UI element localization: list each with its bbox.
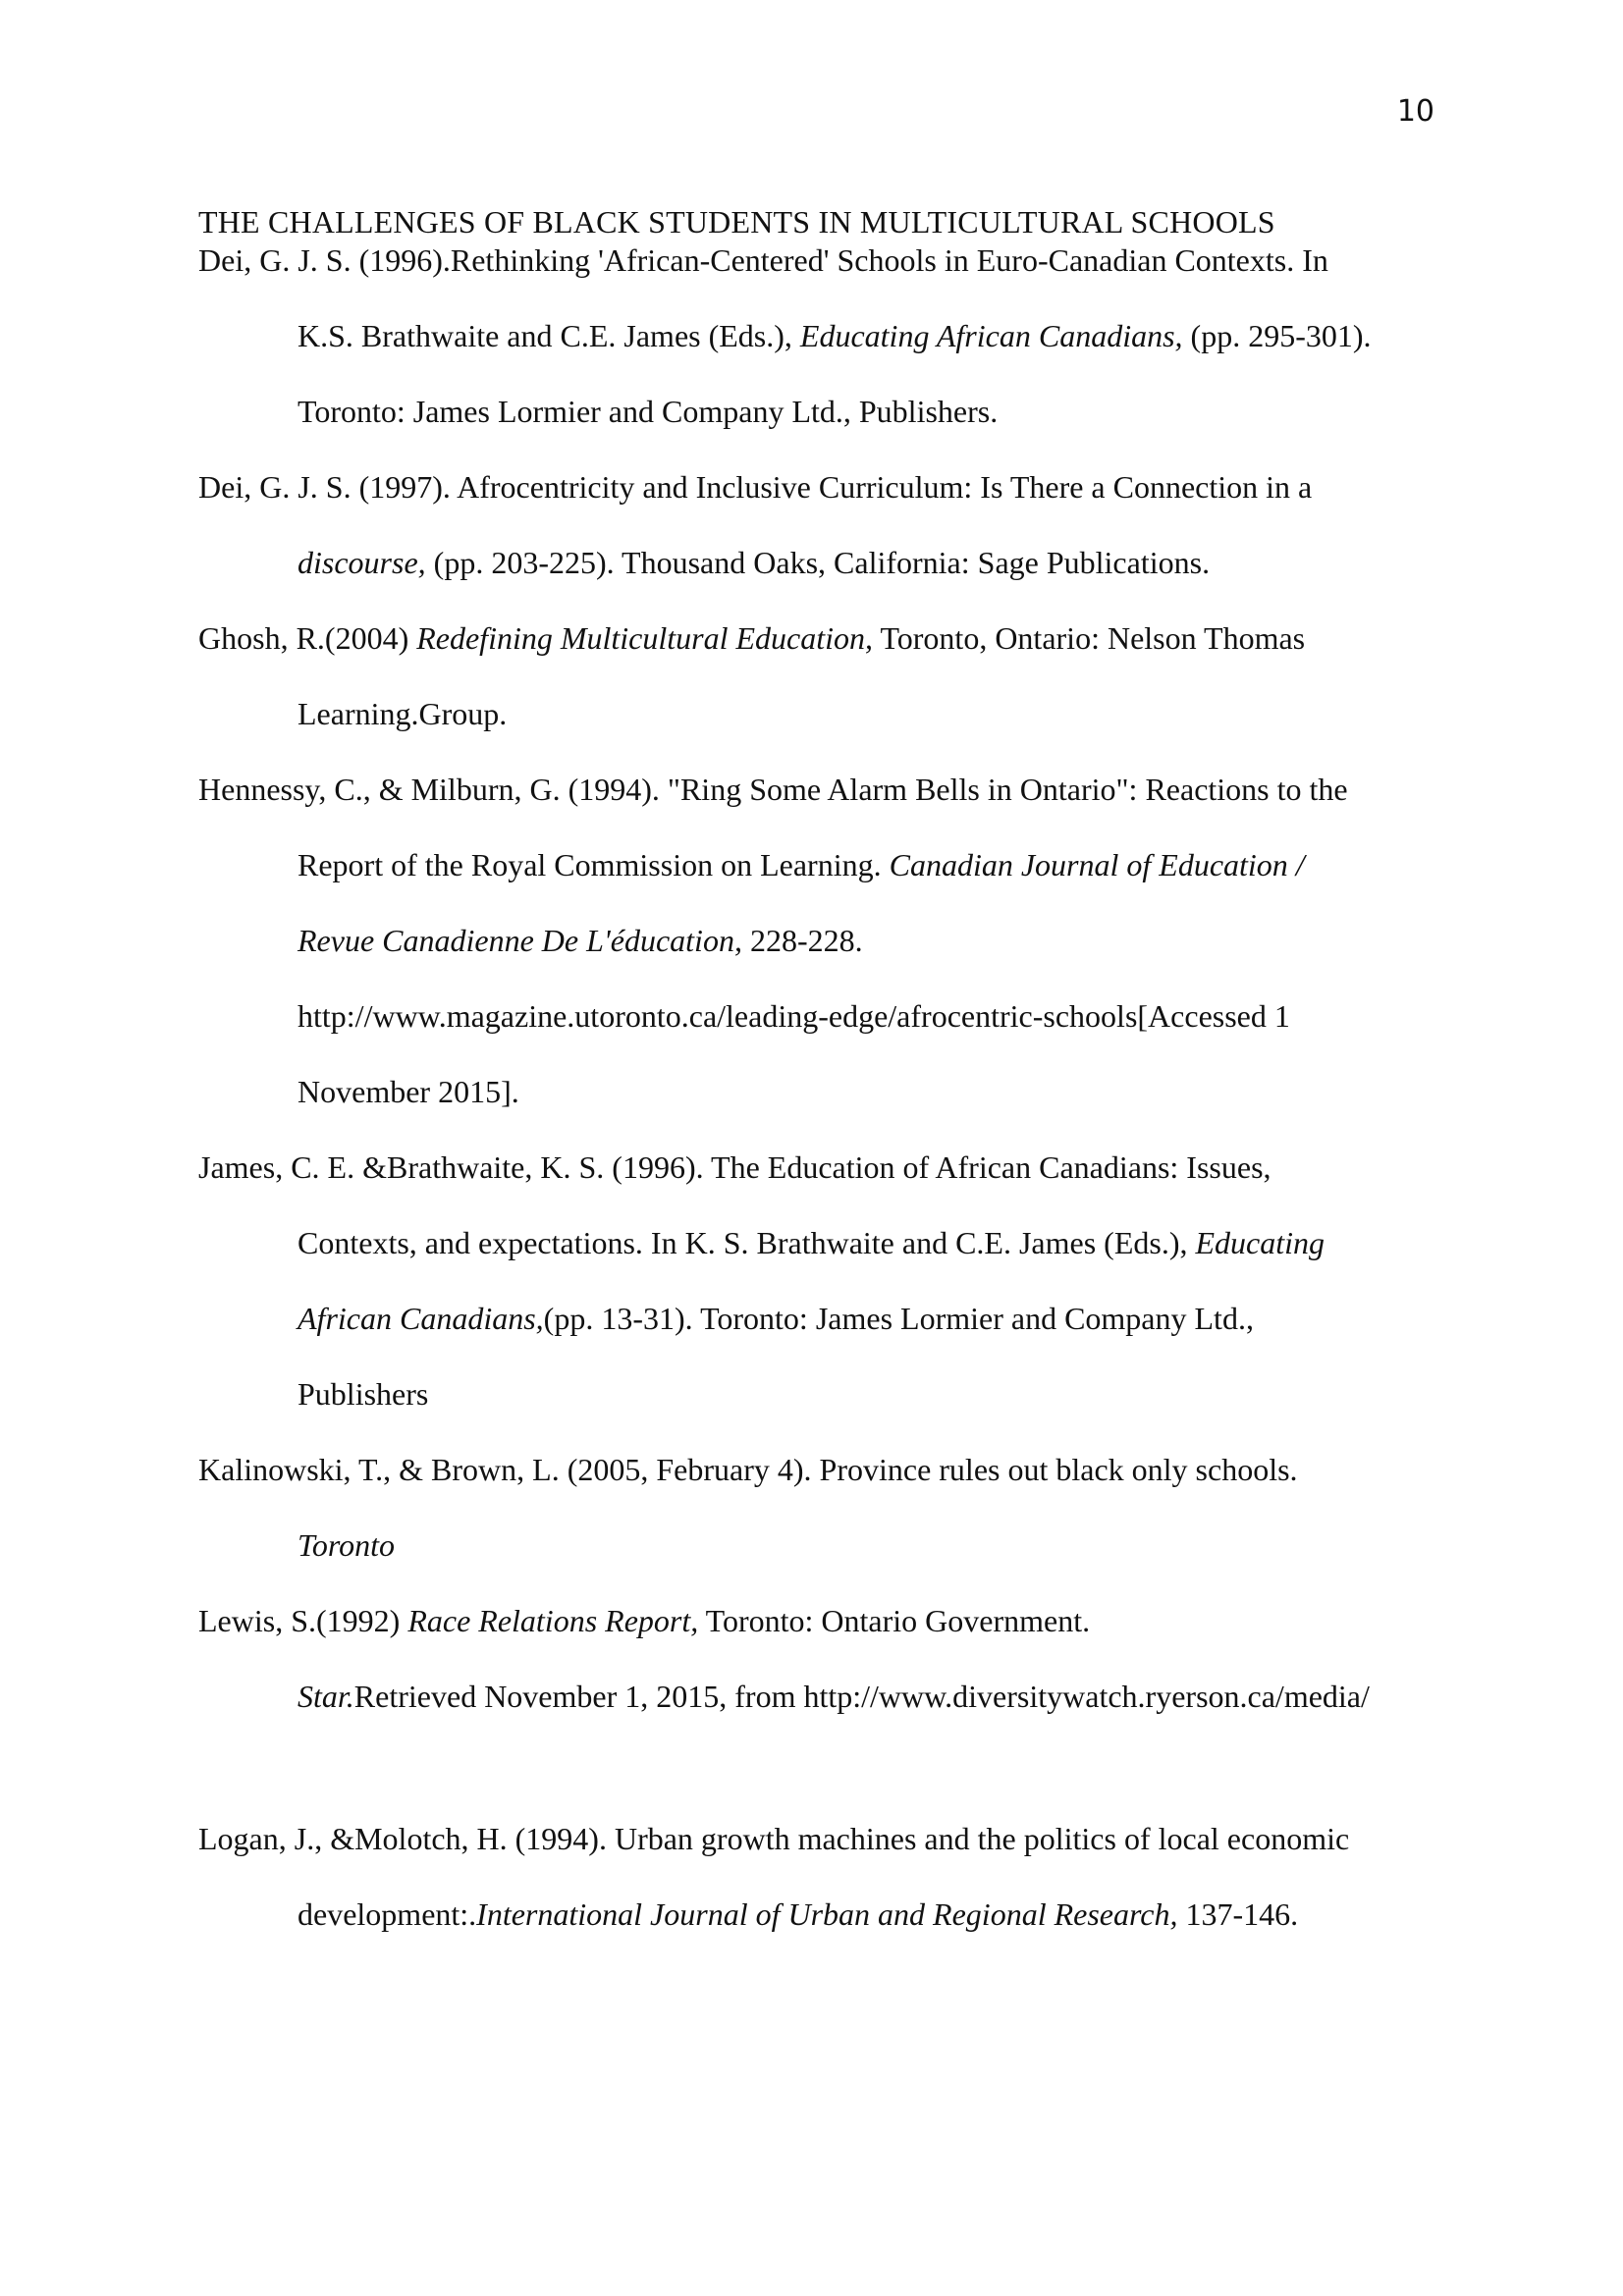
reference-line: November 2015]. [298,1074,519,1109]
reference-text: Report of the Royal Commission on Learning. [298,847,890,882]
reference-line: Toronto: James Lormier and Company Ltd., Publishers. [298,394,999,429]
reference-line [298,845,1305,884]
reference-title: Race Relations Report, [407,1603,699,1638]
reference-line [198,618,1305,658]
running-head: THE CHALLENGES OF BLACK STUDENTS IN MULTICULTURAL SCHOOLS [198,204,1275,240]
reference-line [298,921,863,960]
reference-text: Ghosh, R.(2004) [198,620,417,656]
reference-line: Logan, J., &Molotch, H. (1994). Urban growth machines and the politics of local economic [198,1821,1350,1856]
reference-text: (pp. 13-31). Toronto: James Lormier and Company Ltd., [543,1301,1254,1336]
reference-line [298,1299,1254,1338]
reference-line: Dei, G. J. S. (1997). Afrocentricity and Inclusive Curriculum: Is There a Connection in a [198,469,1313,505]
reference-text: 137-146. [1177,1896,1299,1932]
reference-line [298,1677,1370,1716]
reference-title: Star. [298,1679,354,1714]
reference-line [298,316,1372,355]
reference-line: James, C. E. &Brathwaite, K. S. (1996). The Education of African Canadians: Issues, [198,1149,1271,1185]
reference-text: Lewis, S.(1992) [198,1603,408,1638]
reference-line: Dei, G. J. S. (1996).Rethinking 'African-Centered' Schools in Euro-Canadian Contexts. In [198,242,1328,278]
reference-title: Revue Canadienne De L'éducation, [298,923,742,958]
reference-line: Hennessy, C., & Milburn, G. (1994). "Ring Some Alarm Bells in Ontario": Reactions to the [198,772,1348,807]
reference-title: Educating African Canadians, [799,318,1183,353]
reference-line: Publishers [298,1376,429,1412]
reference-url[interactable]: http://www.magazine.utoronto.ca/leading-edge/afrocentric-schools[Accessed 1 [298,998,1290,1034]
reference-title: African Canadians, [298,1301,544,1336]
reference-line: Kalinowski, T., & Brown, L. (2005, February 4). Province rules out black only schools. [198,1452,1298,1487]
reference-line [198,1601,1090,1640]
reference-title: Educating [1195,1225,1325,1260]
reference-text: (pp. 295-301). [1182,318,1372,353]
reference-text: (pp. 203-225). Thousand Oaks, California: Sage Publications. [425,545,1211,580]
reference-text: Toronto, Ontario: Nelson Thomas [873,620,1306,656]
reference-line: Learning.Group. [298,696,508,731]
reference-line [298,1525,395,1565]
page-number: 10 [1396,94,1434,129]
reference-line [298,543,1210,582]
reference-title: discourse, [298,545,426,580]
reference-text: Toronto: Ontario Government. [698,1603,1091,1638]
reference-title: Canadian Journal of Education / [889,847,1305,882]
reference-text: K.S. Brathwaite and C.E. James (Eds.), [298,318,800,353]
reference-text: Contexts, and expectations. In K. S. Brathwaite and C.E. James (Eds.), [298,1225,1196,1260]
reference-title: Toronto [298,1527,396,1563]
reference-line [298,1895,1298,1934]
reference-title: Redefining Multicultural Education, [416,620,874,656]
reference-title: International Journal of Urban and Regional Research, [476,1896,1178,1932]
reference-url[interactable]: Retrieved November 1, 2015, from http://www.diversitywatch.ryerson.ca/media/ [353,1679,1370,1714]
reference-text: 228-228. [741,923,863,958]
reference-text: development:. [298,1896,477,1932]
reference-line [298,1223,1325,1262]
